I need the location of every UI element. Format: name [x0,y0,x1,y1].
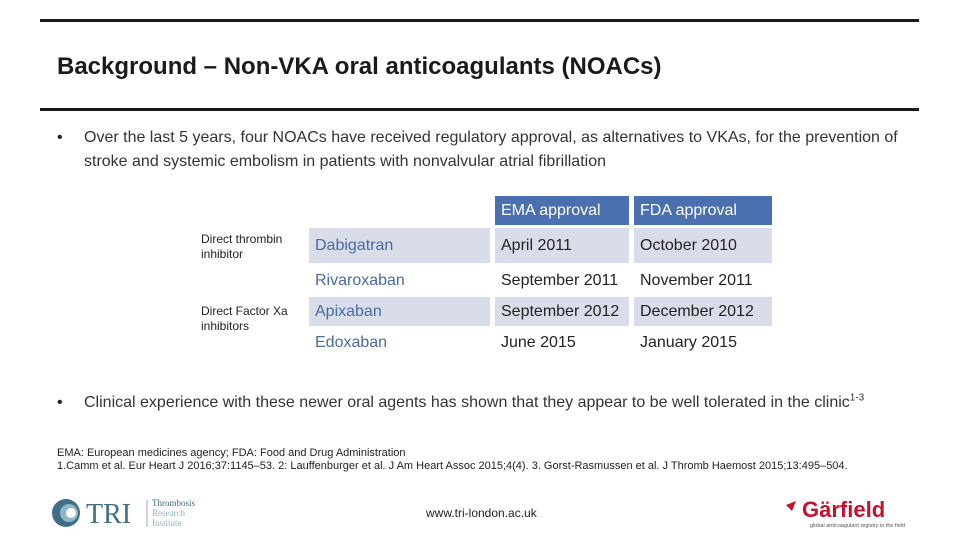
row-fda-edoxaban: January 2015 [640,333,737,351]
header-fda-approval: FDA approval [634,196,772,225]
tri-logo-sub-1: Thrombosis [152,498,196,508]
tri-logo-sub-2: Research [152,508,185,518]
row-drug-dabigatran: Dabigatran [309,228,490,263]
row-fda-dabigatran: October 2010 [634,228,772,263]
row-fda-rivaroxaban: November 2011 [640,271,753,289]
title-rule-bottom [40,108,919,111]
garfield-swoosh-icon [786,501,796,511]
row-ema-apixaban: September 2012 [495,297,629,326]
bullet-text-approval: Over the last 5 years, four NOACs have received regulatory approval, as alternatives to VKAs, for the prevention of stroke and systemic embolism in patients with nonvalvular atrial fibrillation [84,129,898,170]
bullet-marker: • [57,129,63,146]
row-drug-apixaban: Apixaban [309,297,490,326]
garfield-logo [780,495,920,531]
row-ema-edoxaban: June 2015 [501,333,576,351]
group-label-factor-xa: Direct Factor Xa inhibitors [201,304,288,333]
abbreviations-note: EMA: European medicines agency; FDA: Food and Drug Administration [57,447,406,459]
garfield-logo-text: Gärfield [802,497,886,522]
row-ema-dabigatran: April 2011 [495,228,629,263]
citations-list: 1.Camm et al. Eur Heart J 2016;37:1145–53. 2: Lauffenburger et al. J Am Heart Assoc 2015;4(4). 3. Gorst-Rasmussen et al. J Thromb Haemost 2015;13:495–504. [57,460,848,472]
row-drug-rivaroxaban: Rivaroxaban [315,271,405,289]
row-drug-edoxaban: Edoxaban [315,333,388,351]
bullet-text-clinical-body: Clinical experience with these newer oral agents has shown that they appear to be well tolerated in the clinic [84,394,850,411]
tri-logo-globe-core [66,508,76,518]
row-fda-apixaban: December 2012 [634,297,772,326]
tri-logo [50,493,210,533]
bullet-marker: • [57,394,63,411]
row-ema-rivaroxaban: September 2011 [501,271,619,289]
slide-title: Background – Non-VKA oral anticoagulants (NOACs) [57,53,662,80]
bullet-text-clinical [84,391,944,415]
tri-logo-sub-3: Institute [152,518,182,528]
garfield-tagline: global anticoagulant registry in the field [810,523,906,529]
tri-logo-text: TRI [86,499,132,530]
title-rule-top [40,19,919,22]
group-label-thrombin: Direct thrombin inhibitor [201,232,283,261]
header-ema-approval: EMA approval [495,196,629,225]
references-block [57,447,848,473]
citation-superscript: 1-3 [849,392,865,404]
footer-website-link[interactable]: www.tri-london.ac.uk [426,506,537,520]
